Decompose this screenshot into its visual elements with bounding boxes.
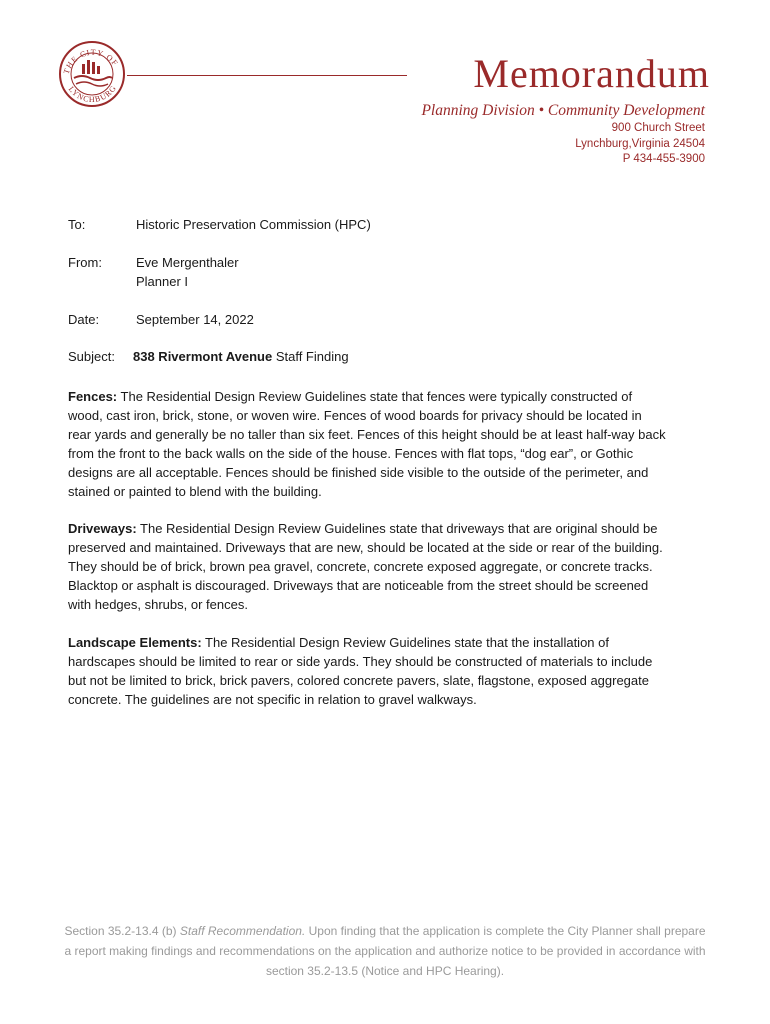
header-divider (127, 75, 407, 76)
landscape-heading: Landscape Elements: (68, 635, 202, 650)
landscape-paragraph (68, 633, 668, 709)
driveways-paragraph (68, 519, 668, 614)
footer-text: Upon finding that the application is complete the City Planner shall prepare a report making findings and recommendations on the application and authorize notice to be provided in accordance with section 35.2-13.5 (Notice and HPC Hearing). (64, 924, 706, 978)
footer-prefix: Section 35.2-13.4 (b) (64, 924, 180, 938)
subject-label: Subject: (68, 349, 115, 364)
landscape-text: The Residential Design Review Guidelines state that the installation of hardscapes should be limited to rear or side yards. They should be constructed of materials to include but not be limited to brick, brick pavers, colored concrete pavers, slate, flagstone, exposed aggregate concrete. The guidelines are not specific in relation to gravel walkways. (68, 635, 653, 707)
from-title: Planner I (136, 274, 189, 289)
address-phone: P 434-455-3900 (622, 153, 705, 165)
address-block (480, 121, 705, 168)
subject-address: 838 Rivermont Avenue (133, 349, 273, 364)
to-label: To: (68, 217, 86, 232)
address-street: 900 Church Street (611, 122, 705, 134)
footer-italic: Staff Recommendation. (179, 924, 306, 938)
fences-paragraph (68, 387, 668, 501)
date-label: Date: (68, 312, 100, 327)
city-seal-logo (58, 40, 126, 108)
driveways-heading: Driveways: (68, 521, 137, 536)
department-subtitle: Planning Division • Community Development (421, 102, 705, 119)
date-value: September 14, 2022 (136, 312, 254, 327)
footer-note (60, 921, 710, 981)
driveways-text: The Residential Design Review Guidelines state that driveways that are original should be preserved and maintained. Driveways that are new, should be located at the side or rear of the building. They should be of brick, brown pea gravel, concrete, concrete exposed aggregate, or concrete tracks. Blacktop or asphalt is discouraged. Driveways that are noticeable from the street should be screened with hedges, shrubs, or fences. (68, 521, 663, 612)
from-name: Eve Mergenthaler (136, 255, 239, 270)
memo-title: Memorandum (473, 51, 710, 96)
fences-heading: Fences: (68, 389, 118, 404)
fences-text: The Residential Design Review Guidelines state that fences were typically constructed of wood, cast iron, brick, stone, or woven wire. Fences of wood boards for privacy should be located in rear yards and generally be no taller than six feet. Fences of this height should be at least half-way back from the front to the back walls on the side of the house. Fences with flat tops, “dog ear”, or Gothic designs are all acceptable. Fences should be finished side visible to the outside of the perimeter, and stained or painted to blend with the building. (68, 389, 666, 499)
subject-rest: Staff Finding (272, 349, 349, 364)
to-value: Historic Preservation Commission (HPC) (136, 217, 371, 232)
svg-text:LYNCHBURG: LYNCHBURG (66, 83, 119, 105)
from-label: From: (68, 255, 102, 270)
address-city: Lynchburg,Virginia 24504 (575, 137, 705, 150)
svg-text:THE CITY OF: THE CITY OF (61, 47, 120, 76)
subject-value (133, 347, 349, 366)
